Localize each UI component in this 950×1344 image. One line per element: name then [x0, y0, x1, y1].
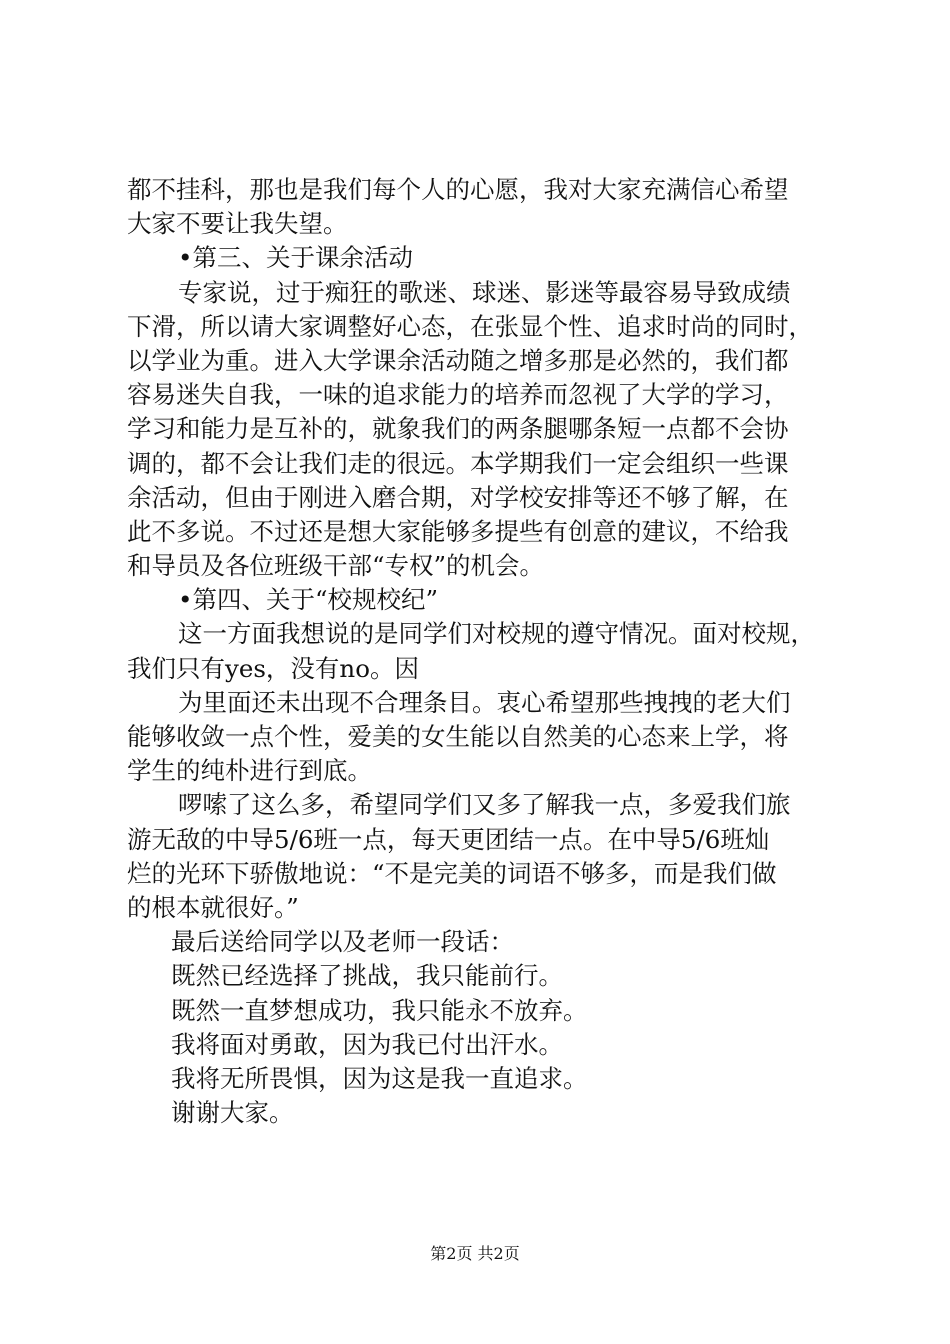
section-heading: •第四、关于“校规校纪” [178, 585, 439, 615]
text-line: 大家不要让我失望。 [127, 209, 348, 239]
section-heading: •第三、关于课余活动 [178, 243, 413, 273]
text-line: 调的，都不会让我们走的很远。本学期我们一定会组织一些课 [127, 448, 789, 478]
text-line: 能够收敛一点个性，爱美的女生能以自然美的心态来上学，将 [127, 722, 789, 751]
text-line: 烂的光环下骄傲地说：“不是完美的词语不够多，而是我们做 [127, 858, 777, 888]
text-line: 下滑，所以请大家调整好心态，在张显个性、追求时尚的同时， [127, 311, 813, 341]
text-line: 啰嗦了这么多，希望同学们又多了解我一点，多爱我们旅 [178, 790, 791, 820]
text-line: 最后送给同学以及老师一段话： [171, 927, 514, 957]
text-line: 我们只有yes，没有no。因 [127, 653, 419, 683]
text-line: 和导员及各位班级干部“专权”的机会。 [127, 551, 545, 581]
text-line: 学习和能力是互补的，就象我们的两条腿哪条短一点都不会协 [127, 414, 789, 444]
text-line: 游无敌的中导5/6班一点，每天更团结一点。在中导5/6班灿 [127, 824, 770, 854]
text-line: 专家说，过于痴狂的歌迷、球迷、影迷等最容易导致成绩 [178, 277, 791, 307]
text-line: 的根本就很好。” [127, 892, 299, 922]
text-line: 学生的纯朴进行到底。 [127, 756, 372, 786]
text-line: 既然已经选择了挑战，我只能前行。 [171, 961, 563, 991]
text-line: 我将面对勇敢，因为我已付出汗水。 [171, 1029, 563, 1059]
text-line: 为里面还未出现不合理条目。衷心希望那些拽拽的老大们 [178, 687, 791, 717]
page-footer [0, 1244, 950, 1264]
text-line: 谢谢大家。 [171, 1098, 294, 1128]
text-line: 余活动，但由于刚进入磨合期，对学校安排等还不够了解，在 [127, 482, 789, 512]
page-number-label: 第2页 共2页 [430, 1244, 520, 1263]
text-line: 既然一直梦想成功，我只能永不放弃。 [171, 995, 588, 1025]
text-line: 以学业为重。进入大学课余活动随之增多那是必然的，我们都 [127, 345, 789, 375]
text-line: 我将无所畏惧，因为这是我一直追求。 [171, 1063, 588, 1093]
text-line: 这一方面我想说的是同学们对校规的遵守情况。面对校规， [178, 619, 815, 649]
text-line: 此不多说。不过还是想大家能够多提些有创意的建议，不给我 [127, 516, 789, 546]
body-text [127, 173, 839, 1130]
text-line: 都不挂科，那也是我们每个人的心愿，我对大家充满信心希望 [127, 175, 789, 204]
text-line: 容易迷失自我，一味的追求能力的培养而忽视了大学的学习， [127, 380, 789, 410]
